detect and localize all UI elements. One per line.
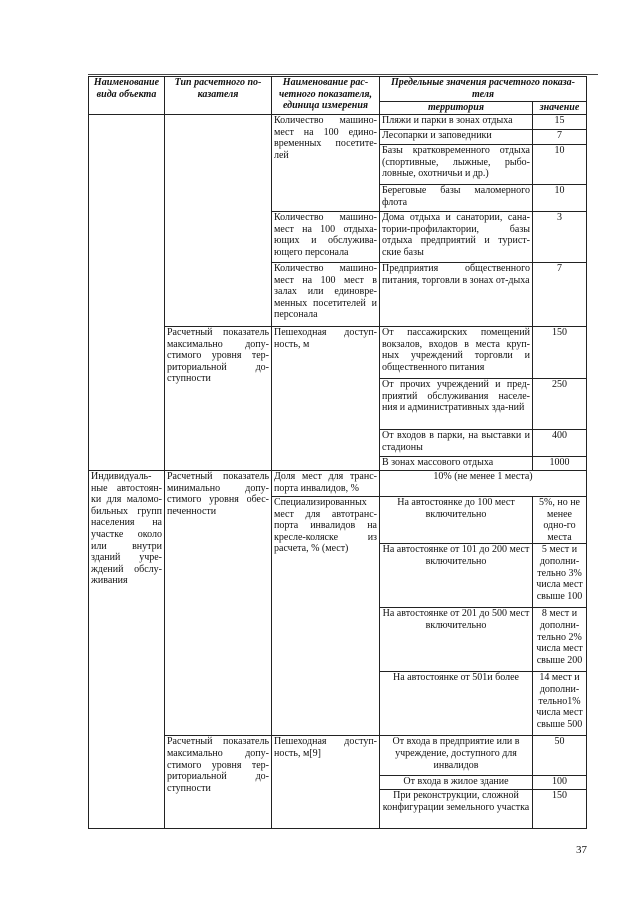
territory-cell: От прочих учреждений и пред-приятий обслуживания населе-ния и административных зда-ний [380,379,533,430]
header-territory: территория [380,102,533,115]
territory-cell: В зонах массового отдыха [380,457,533,471]
territory-cell: От входов в парки, на выставки и стадионы [380,430,533,457]
territory-cell: Лесопарки и заповедники [380,130,533,145]
type-cell [165,115,272,327]
territory-cell: На автостоянке от 201 до 500 мест включительно [380,608,533,672]
table-row [89,115,587,130]
value-cell: 1000 [533,457,587,471]
value-cell: 10 [533,145,587,185]
indicator-cell: Пешеходная доступ-ность, м [272,327,380,471]
indicator-cell: Пешеходная доступ-ность, м[9] [272,736,380,829]
header-limit-values: Предельные значения расчетного показа-теля [380,77,587,102]
value-cell: 7 [533,263,587,327]
territory-cell: От входа в жилое здание [380,776,533,790]
top-rule [88,74,598,75]
value-cell: 8 мест и дополни-тельно 2% числа мест свыше 200 [533,608,587,672]
territory-cell: При реконструкции, сложной конфигурации земельного участка [380,790,533,829]
territory-cell: На автостоянке от 101 до 200 мест включительно [380,544,533,608]
value-cell: 100 [533,776,587,790]
header-value: значение [533,102,587,115]
territory-cell: Дома отдыха и санатории, сана-тории-профилактории, базы отдыха предприятий и турист-ские базы [380,212,533,263]
territory-cell: Пляжи и парки в зонах отдыха [380,115,533,130]
value-cell: 400 [533,430,587,457]
indicator-cell: Количество машино-мест на 100 мест в залах или единовре-менных посетителей и персонала [272,263,380,327]
value-cell: 5%, но не менее одно-го места [533,497,587,544]
type-cell: Расчетный показатель максимально допу-стимого уровня тер-риториальной до-ступности [165,327,272,471]
territory-cell: Береговые базы маломерного флота [380,185,533,212]
territory-cell: На автостоянке до 100 мест включительно [380,497,533,544]
value-cell: 15 [533,115,587,130]
indicator-cell: Специализированных мест для автотранс-порта инвалидов на кресле-коляске из расчета, % (мест) [272,497,380,736]
object-cell [89,115,165,471]
parking-standards-table [88,76,587,829]
header-calc-type: Тип расчетного по-казателя [165,77,272,115]
merged-value-cell: 10% (не менее 1 места) [380,471,587,497]
territory-cell: Предприятия общественного питания, торговли в зонах от-дыха [380,263,533,327]
table-row [89,471,587,497]
value-cell: 150 [533,327,587,379]
type-cell: Расчетный показатель максимально допу-стимого уровня тер-риториальной до-ступности [165,736,272,829]
type-cell: Расчетный показатель минимально допу-стимого уровня обес-печенности [165,471,272,736]
object-cell: Индивидуаль-ные автостоян-ки для маломо-бильных групп населения на участке около или внутри зданий учре-ждений обслу-живания [89,471,165,829]
value-cell: 3 [533,212,587,263]
territory-cell: Базы кратковременного отдыха (спортивные, лыжные, рыбо-ловные, охотничьи и др.) [380,145,533,185]
territory-cell: На автостоянке от 501и более [380,672,533,736]
header-indicator-name: Наименование рас-четного показателя, единица измерения [272,77,380,115]
territory-cell: От входа в предприятие или в учреждение, доступного для инвалидов [380,736,533,776]
value-cell: 7 [533,130,587,145]
header-object-type: Наименование вида объекта [89,77,165,115]
page-number: 37 [576,844,587,856]
value-cell: 10 [533,185,587,212]
indicator-cell: Количество машино-мест на 100 едино-временных посетите-лей [272,115,380,212]
territory-cell: От пассажирских помещений вокзалов, входов в места круп-ных учреждений торговли и общественного питания [380,327,533,379]
value-cell: 5 мест и дополни-тельно 3% числа мест свыше 100 [533,544,587,608]
value-cell: 250 [533,379,587,430]
value-cell: 50 [533,736,587,776]
value-cell: 150 [533,790,587,829]
value-cell: 14 мест и дополни-тельно1% числа мест свыше 500 [533,672,587,736]
indicator-cell: Доля мест для транс-порта инвалидов, % [272,471,380,497]
indicator-cell: Количество машино-мест на 100 отдыха-ющих и обслужива-ющего персонала [272,212,380,263]
